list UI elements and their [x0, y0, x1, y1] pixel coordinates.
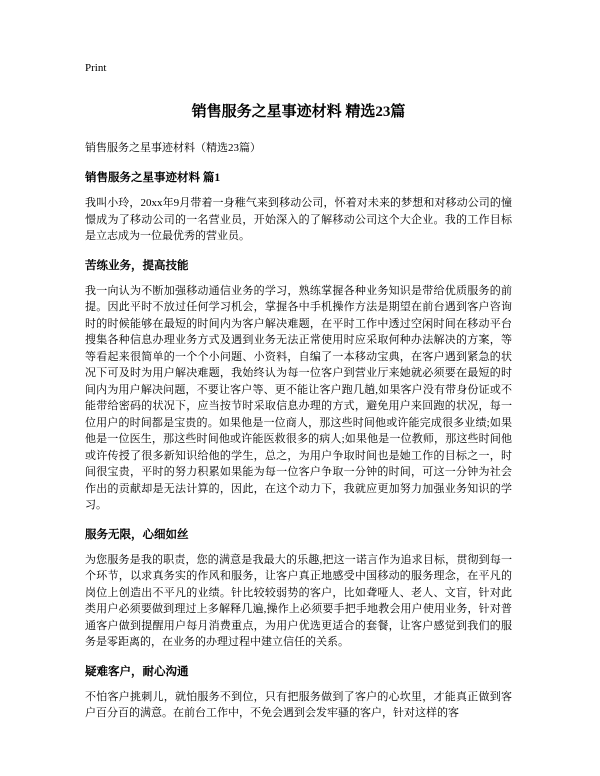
page-subtitle: 销售服务之星事迹材料（精选23篇）	[85, 142, 261, 154]
section-paragraph-2: 我一向认为不断加强移动通信业务的学习，熟练掌握各种业务知识是带给优质服务的前提。因此平时不放过任何学习机会，掌握各中手机操作方法是期望在前台遇到客户咨询时的时候能够在最短的时间内为客户解决难题，在平时工作中透过空闲时间在移动平台搜集各种信息办理业务方式及遇到业务无法正常使用时应采取何种办法解决的方案，等等看起来很简单的一个个小问题、小资料，自编了一本移动宝典，在客户遇到紧急的状况下可及时为用户解决难题，我始终认为每一位客户到营业厅来她就必须要在最短的时间内为用户解决问题，不要让客户等、更不能让客户跑几趟,如果客户没有带身份证或不能带给密码的状况下，应当按节时采取信息办理的方式，避免用户来回跑的状况，每一位用户的时间都是宝贵的。如果他是一位商人，那这些时间他或许能完成很多业绩;如果他是一位医生，那这些时间他或许能医救很多的病人;如果他是一位教师，那这些时间他或许传授了很多新知识给他的学生，总之，为用户争取时间也是她工作的目标之一，时间很宝贵，平时的努力积累如果能为每一位客户争取一分钟的时间，可这一分钟为社会作出的贡献却是无法计算的，因此，在这个动力下，我就应更加努力加强业务知识的学习。	[85, 284, 512, 511]
section-heading-2: 苦练业务，提高技能	[85, 259, 189, 272]
section-heading-4: 疑难客户，耐心沟通	[85, 665, 189, 678]
section-heading-1: 销售服务之星事迹材料 篇1	[85, 172, 221, 184]
section-paragraph-1: 我叫小玲，20xx年9月带着一身稚气来到移动公司，怀着对未来的梦想和对移动公司的憧憬成为了移动公司的一名营业员，开始深入的了解移动公司这个大企业。我的工作目标是立志成为一位最优秀的营业员。	[85, 197, 512, 242]
section-paragraph-4: 不怕客户挑刺儿，就怕服务不到位，只有把服务做到了客户的心坎里，才能真正做到客户百分百的满意。在前台工作中，不免会遇到会发牢骚的客户，针对这样的客	[85, 690, 512, 719]
print-button[interactable]: Print	[85, 62, 107, 74]
section-heading-3: 服务无限，心细如丝	[85, 528, 189, 541]
section-paragraph-3: 为您服务是我的职责，您的满意是我最大的乐趣,把这一诺言作为追求目标，贯彻到每一个环节，以求真务实的作风和服务，让客户真正地感受中国移动的服务理念，在平凡的岗位上创造出不平凡的业绩。针比较较弱势的客户，比如聋哑人、老人、文盲，针对此类用户必须要做到理过上多解释几遍,操作上必须要手把手地教会用户使用业务，针对普通客户做到提醒用户每月消费重点，为用户优选更适合的套餐，让客户感觉到我们的服务是零距离的，在业务的办理过程中建立信任的关系。	[85, 553, 512, 648]
page-title: 销售服务之星事迹材料 精选23篇	[191, 104, 406, 120]
